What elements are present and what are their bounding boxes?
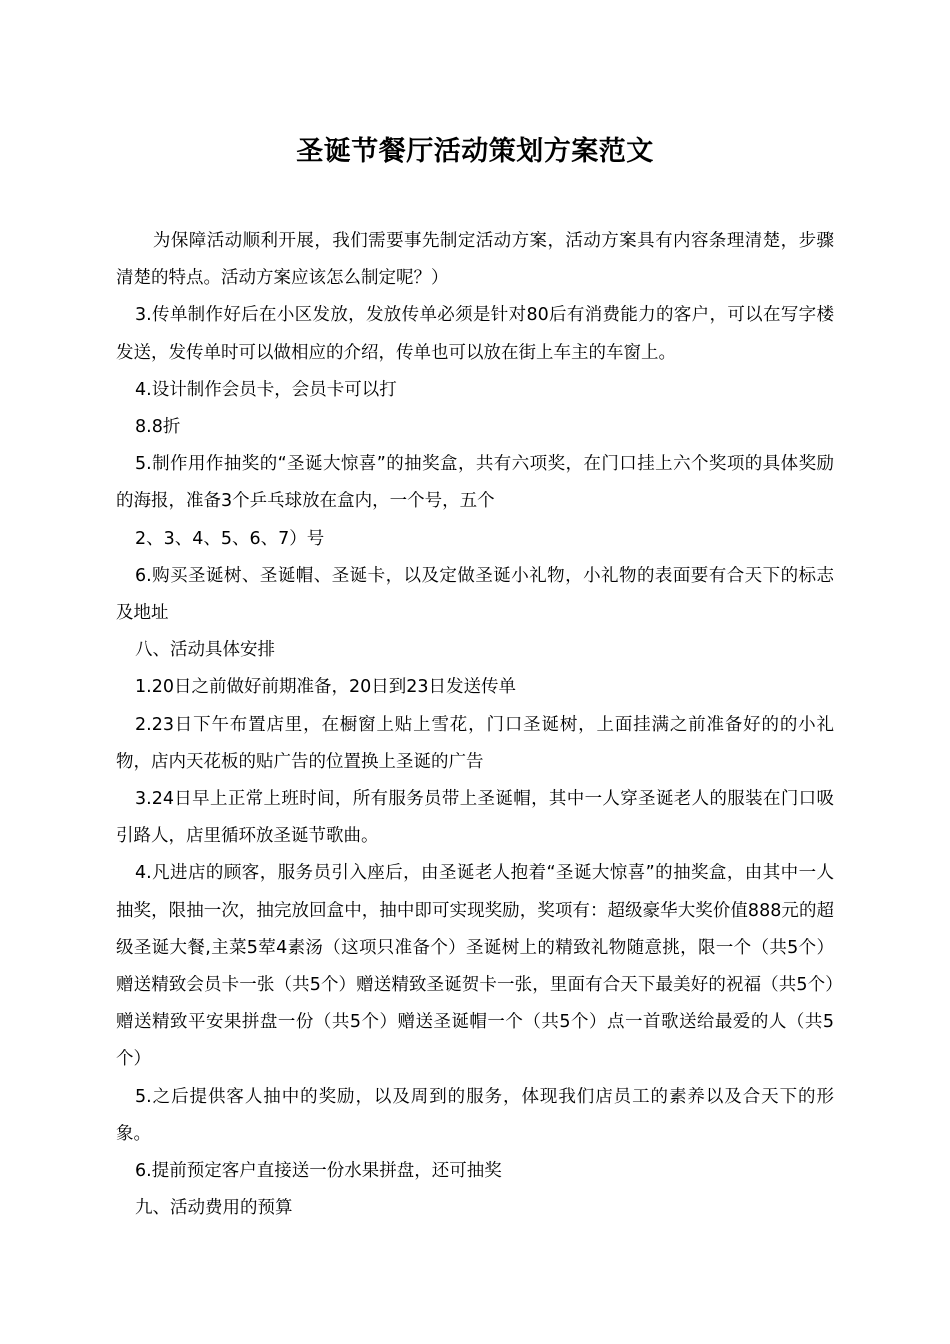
- paragraph-item-6: 6.购买圣诞树、圣诞帽、圣诞卡，以及定做圣诞小礼物，小礼物的表面要有合天下的标志及地址: [116, 565, 834, 624]
- schedule-item-1: 1.20日之前做好前期准备，20日到23日发送传单: [135, 677, 516, 698]
- intro-paragraph: 为保障活动顺利开展，我们需要事先制定活动方案，活动方案具有内容条理清楚，步骤清楚的特点。活动方案应该怎么制定呢？）: [116, 231, 834, 289]
- paragraph-item-3: 3.传单制作好后在小区发放，发放传单必须是针对80后有消费能力的客户，可以在写字楼发送，发传单时可以做相应的介绍，传单也可以放在街上车主的车窗上。: [116, 305, 834, 363]
- paragraph-item-4: 4.设计制作会员卡，会员卡可以打: [135, 379, 397, 400]
- schedule-item-4: 4.凡进店的顾客，服务员引入座后，由圣诞老人抱着“圣诞大惊喜”的抽奖盒，由其中一人抽奖，限抽一次，抽完放回盒中，抽中即可实现奖励，奖项有：超级豪华大奖价值888元的超级圣诞大餐,主菜5荤4素汤（这项只准备个）圣诞树上的精致礼物随意挑，限一个（共5个）赠送精致会员卡一张（共5个）赠送精致圣诞贺卡一张，里面有合天下最美好的祝福（共5个）赠送精致平安果拼盘一份（共5个）赠送圣诞帽一个（共5个）点一首歌送给最爱的人（共5个）: [116, 863, 834, 1070]
- document-body: [116, 223, 834, 1227]
- paragraph-discount: 8.8折: [135, 417, 181, 438]
- section-heading-9: 九、活动费用的预算: [135, 1198, 293, 1219]
- schedule-item-5: 5.之后提供客人抽中的奖励，以及周到的服务，体现我们店员工的素养以及合天下的形象。: [116, 1086, 834, 1144]
- paragraph-item-5: 5.制作用作抽奖的“圣诞大惊喜”的抽奖盒，共有六项奖，在门口挂上六个奖项的具体奖励的海报，准备3个乒乓球放在盒内，一个号，五个: [116, 454, 834, 512]
- schedule-item-3: 3.24日早上正常上班时间，所有服务员带上圣诞帽，其中一人穿圣诞老人的服装在门口吸引路人，店里循环放圣诞节歌曲。: [116, 789, 834, 847]
- schedule-item-6: 6.提前预定客户直接送一份水果拼盘，还可抽奖: [135, 1161, 502, 1182]
- schedule-item-2: 2.23日下午布置店里，在橱窗上贴上雪花，门口圣诞树，上面挂满之前准备好的的小礼物，店内天花板的贴广告的位置换上圣诞的广告: [116, 714, 834, 772]
- document-title: 圣诞节餐厅活动策划方案范文: [296, 136, 654, 167]
- section-heading-8: 八、活动具体安排: [135, 640, 275, 661]
- paragraph-numbers: 2、3、4、5、6、7）号: [135, 528, 325, 549]
